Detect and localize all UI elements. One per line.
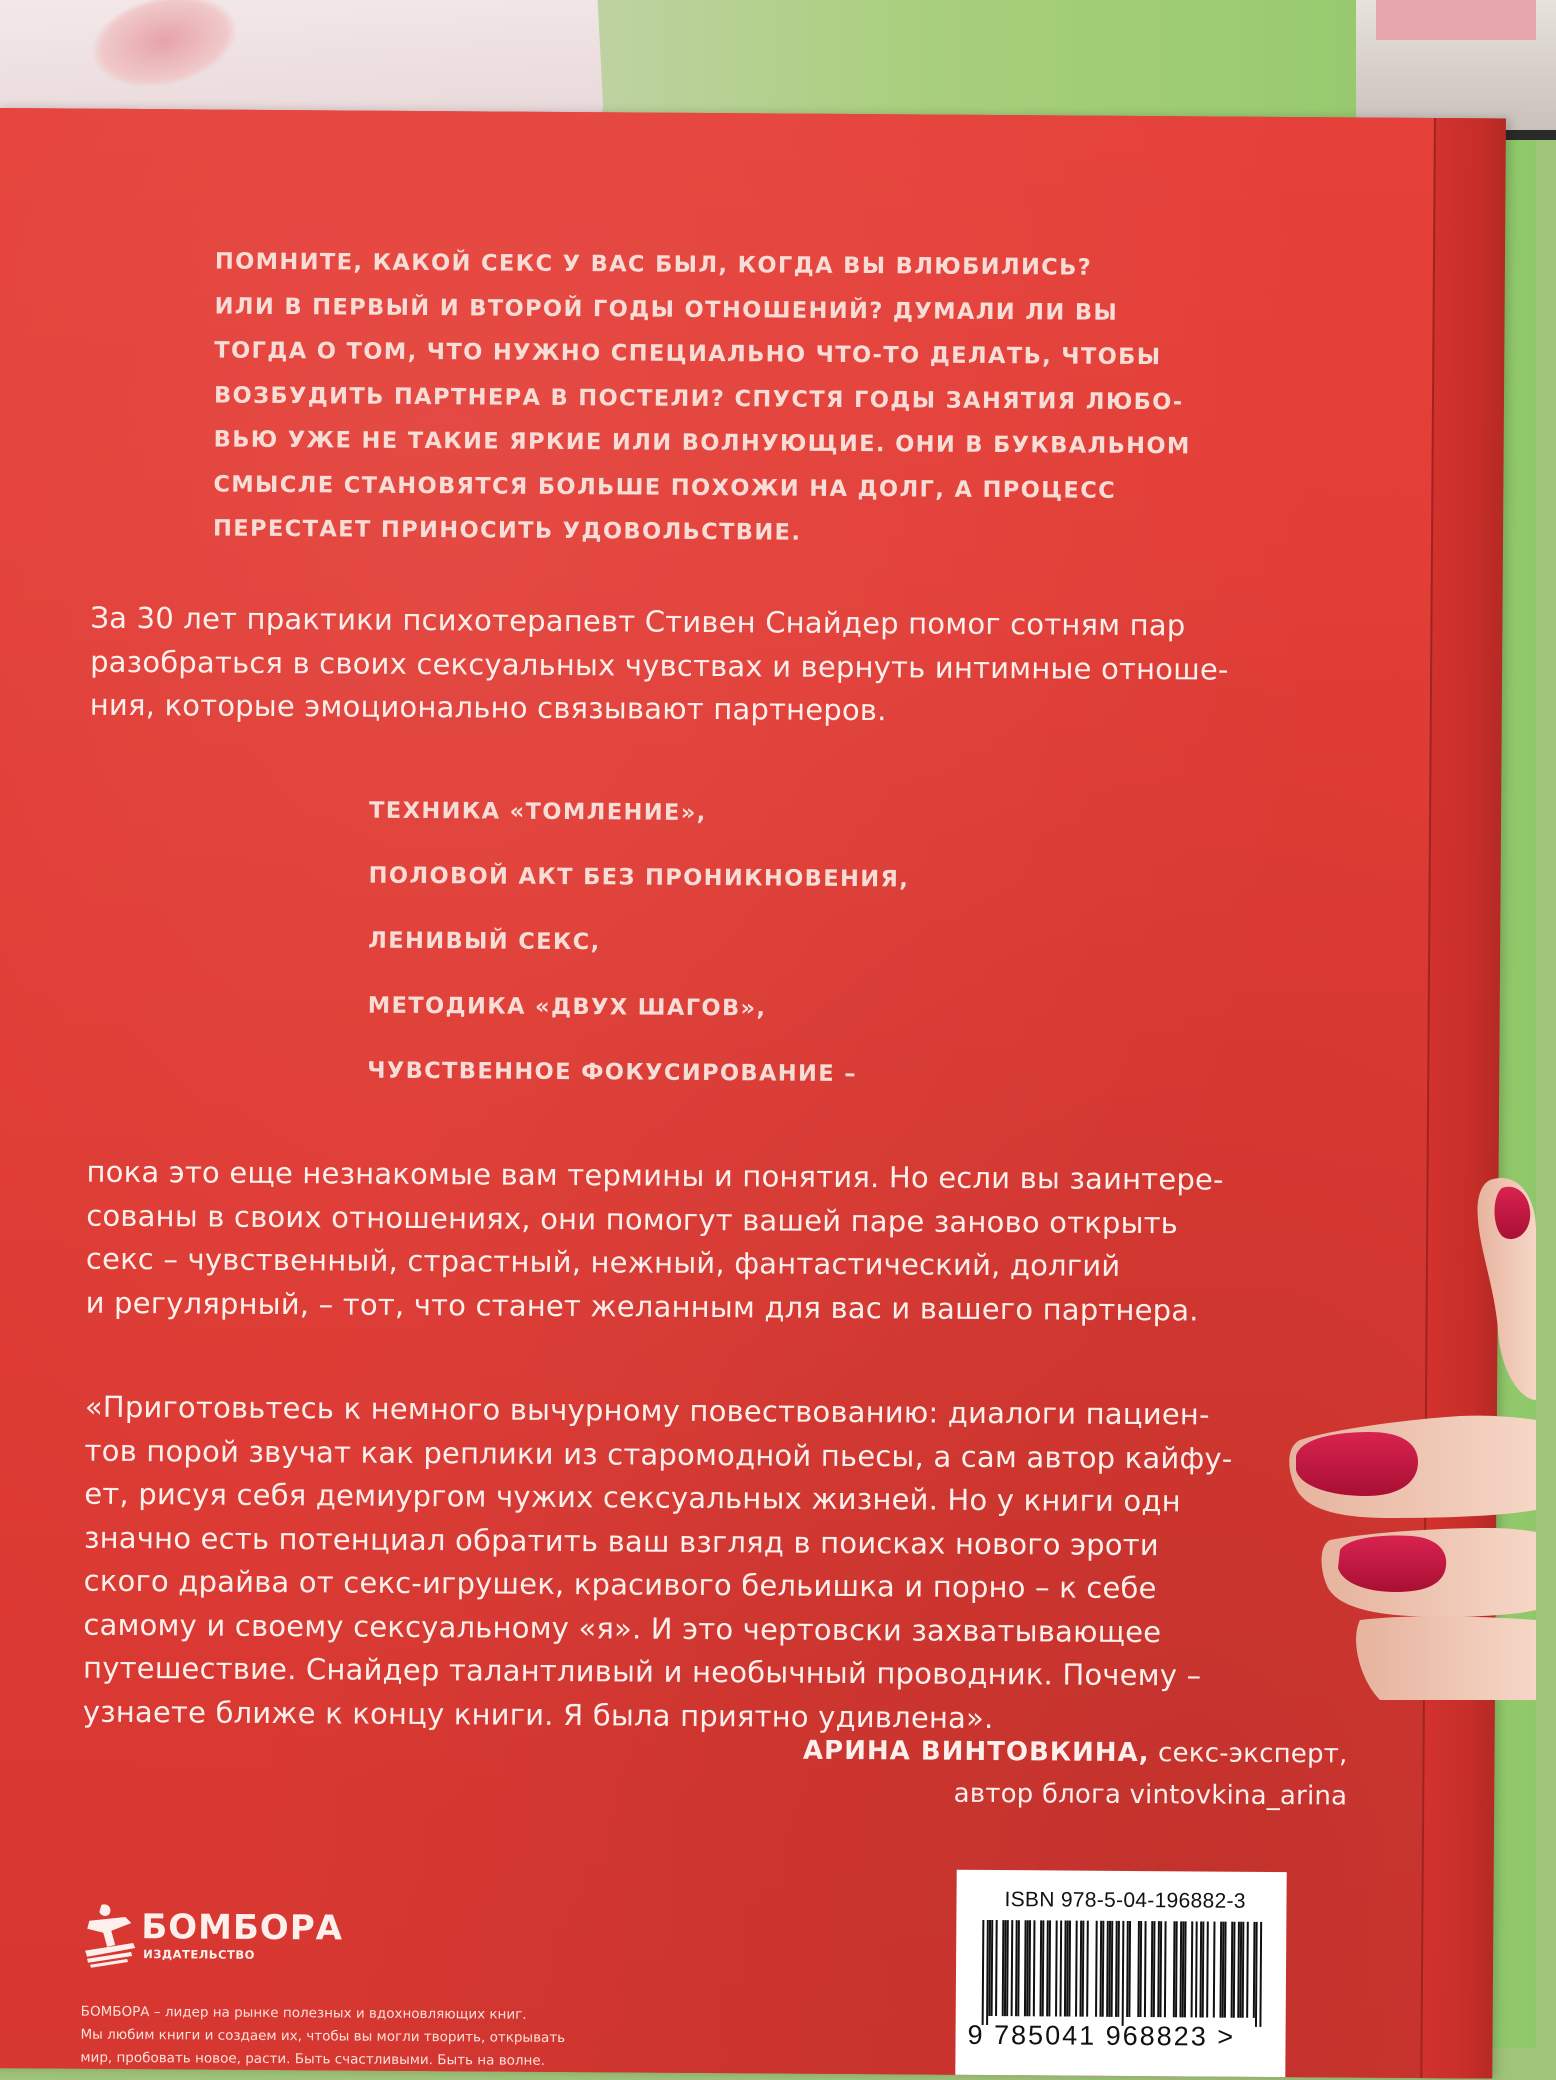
barcode-bar — [1195, 1921, 1198, 2017]
barcode-bar — [986, 1920, 989, 2025]
barcode-bar — [1182, 1921, 1185, 2017]
term-item: ТЕХНИКА «ТОМЛЕНИЕ», — [369, 797, 707, 826]
barcode-bar — [1068, 1921, 1071, 2017]
term-item: ПОЛОВОЙ АКТ БЕЗ ПРОНИКНОВЕНИЯ, — [368, 862, 910, 893]
barcode-bar — [1039, 1920, 1042, 2016]
book-back-cover — [0, 108, 1504, 2078]
quote-line: самому и своему сексуальному «я». И это чертовски захватывающее — [83, 1607, 1162, 1649]
barcode-bar — [1213, 1922, 1216, 2018]
barcode-bar — [1153, 1921, 1156, 2017]
barcode-bar — [1064, 1921, 1067, 2017]
barcode-bar — [1024, 1920, 1027, 2016]
quote-line: значно есть потенциал обратить ваш взгляд в поисках нового эроти — [83, 1520, 1160, 1562]
barcode-bar — [1199, 1921, 1202, 2017]
barcode-bar — [988, 1920, 991, 2016]
barcode-bar — [1117, 1921, 1120, 2017]
attribution-name: АРИНА ВИНТОВКИНА, — [802, 1735, 1150, 1769]
barcode-bar — [1033, 1920, 1036, 2016]
quote-line: путешествие. Снайдер талантливый и необычный проводник. Почему – — [82, 1650, 1202, 1693]
quote-attribution — [547, 1728, 1348, 1818]
term-item: МЕТОДИКА «ДВУХ ШАГОВ», — [367, 992, 767, 1022]
barcode-bar — [1075, 1921, 1078, 2017]
barcode-bar — [1164, 1921, 1167, 2017]
intro-text — [213, 240, 1265, 559]
barcode-bar — [1055, 1920, 1058, 2016]
barcode-bar — [1099, 1921, 1102, 2017]
barcode-bar — [1108, 1921, 1111, 2017]
barcode-bar — [1184, 1921, 1187, 2017]
barcode-bar — [1219, 1922, 1222, 2018]
barcode-bar — [991, 1920, 994, 2016]
intro-line: ИЛИ В ПЕРВЫЙ И ВТОРОЙ ГОДЫ ОТНОШЕНИЙ? ДУМАЛИ ЛИ ВЫ — [214, 293, 1119, 326]
conclusion-line: пока это еще незнакомые вам термины и понятия. Но если вы заинтере- — [86, 1154, 1224, 1197]
barcode-bar — [1233, 1922, 1236, 2018]
quote-line: узнаете ближе к концу книги. Я была приятно удивлена». — [82, 1694, 994, 1735]
barcode-bar — [1255, 1922, 1258, 2027]
practice-line: ния, которые эмоционально связывают партнеров. — [89, 687, 887, 728]
practice-line: разобраться в своих сексуальных чувствах и вернуть интимные отноше- — [90, 644, 1229, 687]
barcode-bar — [1242, 1922, 1245, 2018]
barcode-bar — [1082, 1921, 1085, 2017]
intro-line: ПЕРЕСТАЕТ ПРИНОСИТЬ УДОВОЛЬСТВИЕ. — [212, 515, 802, 546]
attribution-role: секс-эксперт, — [1157, 1738, 1348, 1770]
barcode-bar — [1191, 1921, 1194, 2017]
isbn-barcode — [955, 1870, 1286, 2077]
barcode-bar — [1179, 1921, 1182, 2017]
barcode-bar — [1086, 1921, 1089, 2017]
barcode-bar — [1015, 1920, 1018, 2016]
intro-line: ВЬЮ УЖЕ НЕ ТАКИЕ ЯРКИЕ ИЛИ ВОЛНУЮЩИЕ. ОНИ В БУКВАЛЬНОМ — [213, 426, 1191, 460]
barcode-bar — [1111, 1921, 1114, 2017]
barcode-bar — [1128, 1921, 1131, 2017]
barcode-bar — [1206, 1922, 1209, 2018]
practice-line: За 30 лет практики психотерапевт Стивен Снайдер помог сотням пар — [90, 600, 1186, 643]
barcode-bar — [1231, 1922, 1234, 2018]
barcode-bar — [1046, 1920, 1049, 2016]
barcode-bar — [1048, 1920, 1051, 2016]
bombora-figure-icon — [81, 1901, 139, 1969]
blurb-line: БОМБОРА – лидер на рынке полезных и вдохновляющих книг. — [80, 2003, 527, 2023]
barcode-bar — [1102, 1921, 1105, 2017]
barcode-bar — [1237, 1922, 1240, 2018]
quote-line: «Приготовьтесь к немного вычурному повествованию: диалоги пациен- — [84, 1389, 1210, 1432]
intro-line: ТОГДА О ТОМ, ЧТО НУЖНО СПЕЦИАЛЬНО ЧТО-ТО ДЕЛАТЬ, ЧТОБЫ — [214, 337, 1162, 371]
background-pink-object — [1376, 0, 1536, 40]
barcode-bar — [1202, 1921, 1205, 2017]
barcode-bar — [1239, 1922, 1242, 2018]
blurb-line: Мы любим книги и создаем их, чтобы вы могли творить, открывать — [80, 2026, 566, 2047]
barcode-bar — [1066, 1921, 1069, 2017]
barcode-bar — [1079, 1921, 1082, 2017]
barcode-bar — [1175, 1921, 1178, 2017]
book-edge — [1420, 118, 1506, 2078]
barcode-bar — [995, 1920, 998, 2016]
term-item: ЧУВСТВЕННОЕ ФОКУСИРОВАНИЕ – — [367, 1057, 858, 1088]
publisher-subtitle: ИЗДАТЕЛЬСТВО — [143, 1947, 255, 1962]
barcode-bar — [1157, 1921, 1160, 2017]
intro-line: ВОЗБУДИТЬ ПАРТНЕРА В ПОСТЕЛИ? СПУСТЯ ГОДЫ ЗАНЯТИЯ ЛЮБО- — [213, 382, 1184, 415]
attribution-blog: автор блога vintovkina_arina — [953, 1778, 1348, 1812]
practice-paragraph — [90, 597, 1331, 736]
barcode-bar — [1126, 1921, 1129, 2017]
barcode-bar — [1095, 1921, 1098, 2017]
barcode-bar — [1115, 1921, 1118, 2017]
barcode-bars — [982, 1920, 1263, 2027]
quote-line: ет, рисуя себя демиургом чужих сексуальных жизней. Но у книги одн — [84, 1476, 1181, 1519]
hand-holding-book — [1240, 1140, 1536, 1700]
conclusion-line: сованы в своих отношениях, они помогут вашей паре заново открыть — [86, 1198, 1179, 1240]
attribution-line-1 — [547, 1728, 1347, 1776]
barcode-bar — [1059, 1920, 1062, 2016]
barcode-bar — [1144, 1921, 1147, 2017]
barcode-bar — [1253, 1922, 1256, 2018]
barcode-bar — [1006, 1920, 1009, 2016]
intro-line: ПОМНИТЕ, КАКОЙ СЕКС У ВАС БЫЛ, КОГДА ВЫ ВЛЮБИЛИСЬ? — [214, 248, 1093, 281]
blurb-line: мир, пробовать новое, расти. Быть счастливыми. Быть на волне. — [80, 2049, 546, 2069]
barcode-bar — [1137, 1921, 1140, 2017]
barcode-bar — [1122, 1921, 1125, 2026]
isbn-number: ISBN 978-5-04-196882-3 — [1004, 1888, 1246, 1913]
publisher-logo — [81, 1901, 344, 1973]
barcode-bar — [1028, 1920, 1031, 2016]
review-quote — [83, 1386, 1345, 1743]
barcode-bar — [982, 1920, 985, 2025]
conclusion-line: секс – чувственный, страстный, нежный, фантастический, долгий — [85, 1241, 1121, 1283]
background-book-illustration — [81, 0, 247, 102]
publisher-name: БОМБОРА — [141, 1907, 344, 1949]
barcode-bar — [1106, 1921, 1109, 2017]
barcode-bar — [1259, 1922, 1262, 2027]
term-item: ЛЕНИВЫЙ СЕКС, — [368, 927, 601, 956]
barcode-bar — [1246, 1922, 1249, 2018]
barcode-digits: 9 785041 968823 > — [967, 2019, 1236, 2052]
intro-line: СМЫСЛЕ СТАНОВЯТСЯ БОЛЬШЕ ПОХОЖИ НА ДОЛГ, А ПРОЦЕСС — [213, 471, 1117, 504]
conclusion-line: и регулярный, – тот, что станет желанным для вас и вашего партнера. — [85, 1285, 1199, 1327]
barcode-bar — [1173, 1921, 1176, 2017]
barcode-bar — [1151, 1921, 1154, 2017]
conclusion-paragraph — [86, 1151, 1327, 1334]
quote-line: тов порой звучат как реплики из старомодной пьесы, а сам автор кайфу- — [84, 1433, 1233, 1476]
barcode-bar — [1224, 1922, 1227, 2018]
barcode-bar — [1002, 1920, 1005, 2016]
barcode-bar — [1042, 1920, 1045, 2016]
barcode-bar — [1026, 1920, 1029, 2016]
barcode-bar — [1139, 1921, 1142, 2017]
publisher-blurb — [80, 2001, 700, 2074]
barcode-bar — [1011, 1920, 1014, 2016]
barcode-bar — [1159, 1921, 1162, 2017]
barcode-bar — [1017, 1920, 1020, 2016]
barcode-bar — [1004, 1920, 1007, 2016]
barcode-bar — [1222, 1922, 1225, 2018]
quote-line: ского драйва от секс-игрушек, красивого бельишка и порно – к себе — [83, 1563, 1157, 1606]
terms-list — [367, 789, 1169, 1120]
